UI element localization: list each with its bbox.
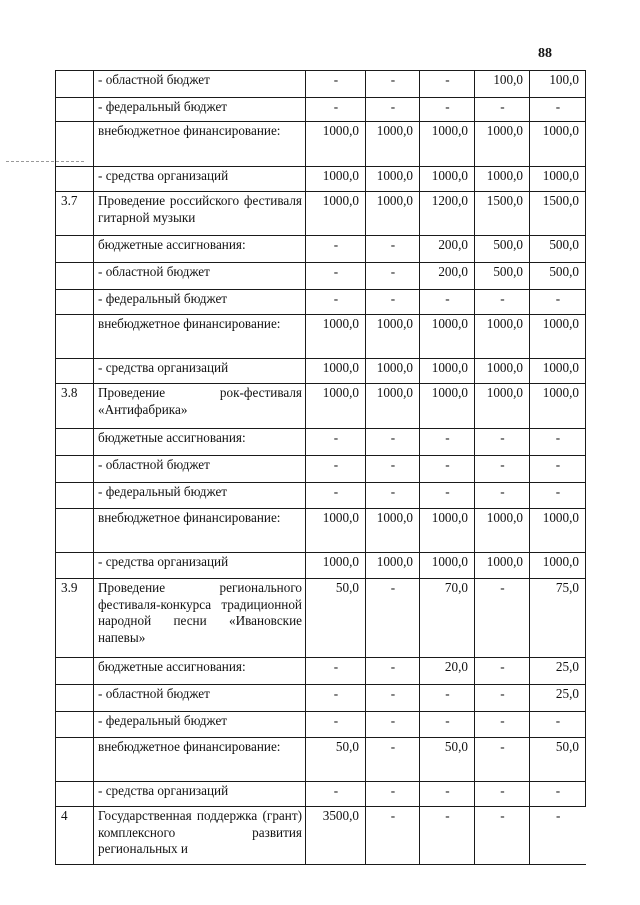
value-cell: 1000,0 [475, 315, 530, 359]
value-cell: - [475, 782, 530, 807]
value-cell: 1000,0 [475, 122, 530, 167]
row-number-cell [56, 712, 94, 738]
row-number-cell [56, 456, 94, 483]
value-cell: - [530, 483, 586, 509]
value-cell: 50,0 [530, 738, 586, 782]
table-row [56, 712, 586, 738]
row-number-cell [56, 483, 94, 509]
table-row [56, 509, 586, 553]
value-cell: - [475, 807, 530, 865]
value-cell: 1000,0 [420, 315, 475, 359]
value-cell: - [306, 98, 366, 122]
value-cell: 1000,0 [366, 167, 420, 192]
value-cell: - [366, 236, 420, 263]
value-cell: 1000,0 [530, 553, 586, 579]
row-description-cell: бюджетные ассигнования: [94, 236, 306, 263]
value-cell: 1000,0 [530, 359, 586, 384]
value-cell: - [530, 712, 586, 738]
value-cell: 500,0 [530, 263, 586, 290]
row-description-cell: Государственная поддержка (грант) комплексного развития региональных и [94, 807, 306, 865]
row-description-cell: - областной бюджет [94, 456, 306, 483]
value-cell: 1000,0 [366, 359, 420, 384]
value-cell: 1000,0 [420, 509, 475, 553]
row-description-cell: внебюджетное финансирование: [94, 122, 306, 167]
row-description-cell: - федеральный бюджет [94, 98, 306, 122]
row-description-cell: - средства организаций [94, 782, 306, 807]
value-cell: 3500,0 [306, 807, 366, 865]
value-cell: - [420, 807, 475, 865]
row-description-cell: внебюджетное финансирование: [94, 315, 306, 359]
value-cell: 1000,0 [420, 359, 475, 384]
table-row [56, 553, 586, 579]
value-cell: - [420, 456, 475, 483]
table-row [56, 483, 586, 509]
row-description-cell: внебюджетное финансирование: [94, 738, 306, 782]
row-number-cell [56, 98, 94, 122]
value-cell: - [306, 685, 366, 712]
row-number-cell [56, 509, 94, 553]
row-number-cell [56, 658, 94, 685]
value-cell: - [306, 712, 366, 738]
value-cell: 1000,0 [366, 384, 420, 429]
value-cell: 1000,0 [530, 315, 586, 359]
value-cell: - [420, 782, 475, 807]
row-description-cell: - областной бюджет [94, 263, 306, 290]
row-number-cell [56, 167, 94, 192]
value-cell: - [475, 712, 530, 738]
row-description-cell: Проведение регионального фестиваля-конкурса традиционной народной песни «Ивановские напевы» [94, 579, 306, 658]
value-cell: 500,0 [475, 263, 530, 290]
table-row [56, 71, 586, 98]
value-cell: - [530, 429, 586, 456]
value-cell: 1000,0 [306, 122, 366, 167]
value-cell: 75,0 [530, 579, 586, 658]
value-cell: - [366, 456, 420, 483]
row-description-cell: - областной бюджет [94, 685, 306, 712]
value-cell: 100,0 [475, 71, 530, 98]
value-cell: - [420, 685, 475, 712]
table-row [56, 807, 586, 865]
value-cell: - [475, 685, 530, 712]
row-number-cell [56, 429, 94, 456]
value-cell: - [420, 483, 475, 509]
row-description-cell: - федеральный бюджет [94, 483, 306, 509]
row-description-cell: внебюджетное финансирование: [94, 509, 306, 553]
table-row [56, 738, 586, 782]
row-number-cell [56, 263, 94, 290]
row-description-cell: - средства организаций [94, 167, 306, 192]
value-cell: - [366, 483, 420, 509]
value-cell: 1000,0 [475, 553, 530, 579]
value-cell: - [420, 98, 475, 122]
row-description-cell: бюджетные ассигнования: [94, 658, 306, 685]
table-row [56, 167, 586, 192]
page-number: 88 [538, 46, 552, 61]
value-cell: - [420, 429, 475, 456]
value-cell: 1000,0 [366, 315, 420, 359]
value-cell: - [530, 782, 586, 807]
value-cell: 50,0 [420, 738, 475, 782]
value-cell: 1000,0 [306, 384, 366, 429]
value-cell: 20,0 [420, 658, 475, 685]
value-cell: - [366, 782, 420, 807]
value-cell: - [366, 712, 420, 738]
value-cell: - [475, 98, 530, 122]
row-number-cell [56, 71, 94, 98]
row-number-cell: 3.7 [56, 192, 94, 236]
row-number-cell [56, 290, 94, 315]
value-cell: 500,0 [475, 236, 530, 263]
table-row [56, 782, 586, 807]
value-cell: 1000,0 [530, 167, 586, 192]
row-number-cell [56, 359, 94, 384]
row-number-cell: 3.8 [56, 384, 94, 429]
budget-table [55, 70, 586, 865]
value-cell: - [475, 429, 530, 456]
value-cell: - [530, 456, 586, 483]
value-cell: 1000,0 [306, 509, 366, 553]
value-cell: - [306, 429, 366, 456]
value-cell: 50,0 [306, 579, 366, 658]
table-row [56, 429, 586, 456]
value-cell: 100,0 [530, 71, 586, 98]
table-row [56, 236, 586, 263]
value-cell: - [530, 807, 586, 865]
value-cell: 500,0 [530, 236, 586, 263]
row-number-cell [56, 315, 94, 359]
value-cell: 1000,0 [306, 167, 366, 192]
table-row [56, 658, 586, 685]
table-row [56, 315, 586, 359]
value-cell: 1500,0 [530, 192, 586, 236]
value-cell: 1000,0 [475, 509, 530, 553]
value-cell: - [475, 738, 530, 782]
row-number-cell [56, 236, 94, 263]
value-cell: 1000,0 [420, 384, 475, 429]
table-row [56, 456, 586, 483]
value-cell: 1000,0 [530, 509, 586, 553]
value-cell: 1000,0 [306, 359, 366, 384]
value-cell: 1200,0 [420, 192, 475, 236]
value-cell: 1000,0 [420, 167, 475, 192]
value-cell: - [475, 483, 530, 509]
value-cell: - [306, 483, 366, 509]
value-cell: 1500,0 [475, 192, 530, 236]
row-description-cell: - средства организаций [94, 359, 306, 384]
value-cell: 1000,0 [366, 192, 420, 236]
value-cell: 1000,0 [530, 122, 586, 167]
value-cell: - [366, 738, 420, 782]
value-cell: - [530, 290, 586, 315]
value-cell: - [306, 263, 366, 290]
row-number-cell: 4 [56, 807, 94, 865]
value-cell: 50,0 [306, 738, 366, 782]
value-cell: - [420, 290, 475, 315]
row-description-cell: - областной бюджет [94, 71, 306, 98]
value-cell: - [306, 658, 366, 685]
value-cell: 200,0 [420, 263, 475, 290]
row-number-cell [56, 553, 94, 579]
table-row [56, 579, 586, 658]
value-cell: - [306, 71, 366, 98]
table-row [56, 98, 586, 122]
value-cell: 200,0 [420, 236, 475, 263]
value-cell: 1000,0 [420, 122, 475, 167]
value-cell: 1000,0 [475, 384, 530, 429]
value-cell: 25,0 [530, 685, 586, 712]
table-row [56, 359, 586, 384]
value-cell: 1000,0 [306, 192, 366, 236]
row-description-cell: - федеральный бюджет [94, 712, 306, 738]
value-cell: 70,0 [420, 579, 475, 658]
row-number-cell [56, 738, 94, 782]
value-cell: 1000,0 [475, 359, 530, 384]
row-number-cell [56, 685, 94, 712]
value-cell: 1000,0 [475, 167, 530, 192]
value-cell: - [366, 71, 420, 98]
table-row [56, 290, 586, 315]
value-cell: - [475, 290, 530, 315]
value-cell: 25,0 [530, 658, 586, 685]
value-cell: - [366, 290, 420, 315]
value-cell: - [366, 579, 420, 658]
value-cell: 1000,0 [530, 384, 586, 429]
value-cell: - [475, 658, 530, 685]
value-cell: - [530, 98, 586, 122]
value-cell: 1000,0 [420, 553, 475, 579]
value-cell: - [366, 263, 420, 290]
value-cell: 1000,0 [366, 509, 420, 553]
value-cell: 1000,0 [366, 122, 420, 167]
value-cell: - [366, 807, 420, 865]
value-cell: - [306, 456, 366, 483]
value-cell: - [420, 71, 475, 98]
value-cell: - [366, 685, 420, 712]
row-number-cell [56, 122, 94, 167]
row-number-cell: 3.9 [56, 579, 94, 658]
row-description-cell: - федеральный бюджет [94, 290, 306, 315]
row-description-cell: Проведение российского фестиваля гитарной музыки [94, 192, 306, 236]
value-cell: 1000,0 [366, 553, 420, 579]
value-cell: 1000,0 [306, 553, 366, 579]
table-row [56, 192, 586, 236]
table-row [56, 384, 586, 429]
table-row [56, 263, 586, 290]
value-cell: - [306, 290, 366, 315]
value-cell: - [366, 429, 420, 456]
row-description-cell: Проведение рок-фестиваля «Антифабрика» [94, 384, 306, 429]
table-row [56, 685, 586, 712]
value-cell: - [306, 236, 366, 263]
value-cell: - [475, 456, 530, 483]
value-cell: - [366, 658, 420, 685]
value-cell: - [475, 579, 530, 658]
value-cell: 1000,0 [306, 315, 366, 359]
row-description-cell: бюджетные ассигнования: [94, 429, 306, 456]
value-cell: - [420, 712, 475, 738]
table-row [56, 122, 586, 167]
row-description-cell: - средства организаций [94, 553, 306, 579]
value-cell: - [306, 782, 366, 807]
value-cell: - [366, 98, 420, 122]
row-number-cell [56, 782, 94, 807]
